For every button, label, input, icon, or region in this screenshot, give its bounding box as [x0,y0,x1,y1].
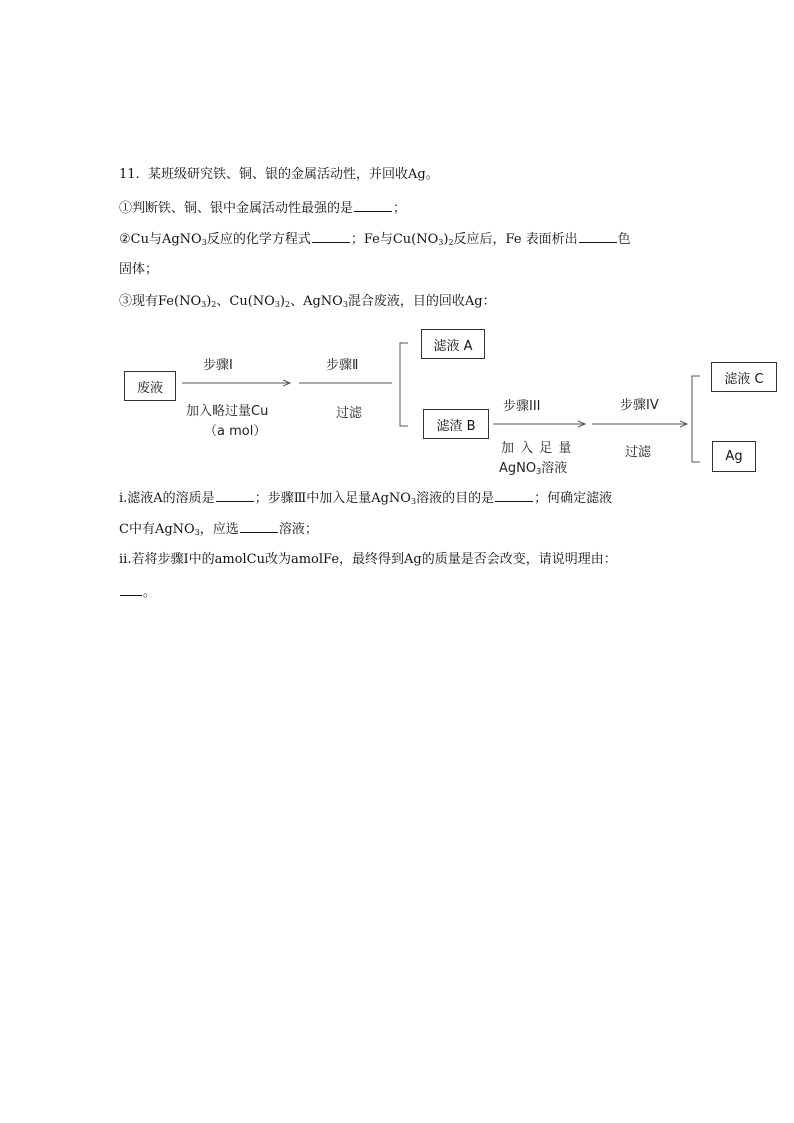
step1-note-amount: （a mol） [204,424,267,439]
step2-note: 过滤 [336,406,363,421]
step3-note: 加 入 足 量 [501,441,573,456]
bracket-split-1 [400,343,408,426]
sub-question-i: ⅰ.滤液A的溶质是 ；步骤Ⅲ中加入足量AgNO$_3$溶液的目的是 ；何确定滤液 [119,491,613,506]
answer-blank[interactable] [120,583,142,596]
step4-note: 过滤 [625,445,652,460]
step1-label: 步骤Ⅰ [203,358,233,373]
step3-reagent: AgNO$_3$溶液 [499,461,568,476]
waste-liquid-box: 废液 [124,371,176,401]
filtrate-c-box: 滤液 C [711,362,777,392]
sub-question-i-cont: C中有AgNO$_3$，应选 溶液； [119,522,318,537]
question-part-2: ②Cu与AgNO$_3$反应的化学方程式 ；Fe与$Cu(NO_3)_2$反应后，Fe 表面析出 色 [119,232,631,247]
step1-note: 加入略过量Cu [186,404,269,419]
residue-b-box: 滤渣 B [423,409,489,439]
question-part-2-cont: 固体； [119,262,159,277]
sub-question-ii-cont: 。 [119,583,156,601]
question-part-3: ③现有$Fe(NO_3)_2$、$Cu(NO_3)_2$、AgNO$_3$混合废液，目的回收Ag： [119,294,496,309]
bracket-split-2 [692,376,700,462]
answer-blank[interactable] [240,520,278,533]
question-part-1: ①判断铁、铜、银中金属活动性最强的是 ； [119,201,407,216]
step3-label: 步骤III [503,399,541,414]
step2-label: 步骤Ⅱ [326,358,359,373]
question-intro: 11. 某班级研究铁、铜、银的金属活动性，并回收Ag。 [119,167,439,182]
silver-box: Ag [712,441,756,472]
answer-blank[interactable] [216,489,254,502]
sub-question-ii: ⅱ.若将步骤Ⅰ中的amolCu改为amolFe，最终得到Ag的质量是否会改变，请说明理由： [119,552,617,567]
answer-blank[interactable] [495,489,533,502]
step4-label: 步骤IV [620,398,659,413]
filtrate-a-box: 滤液 A [421,329,485,359]
